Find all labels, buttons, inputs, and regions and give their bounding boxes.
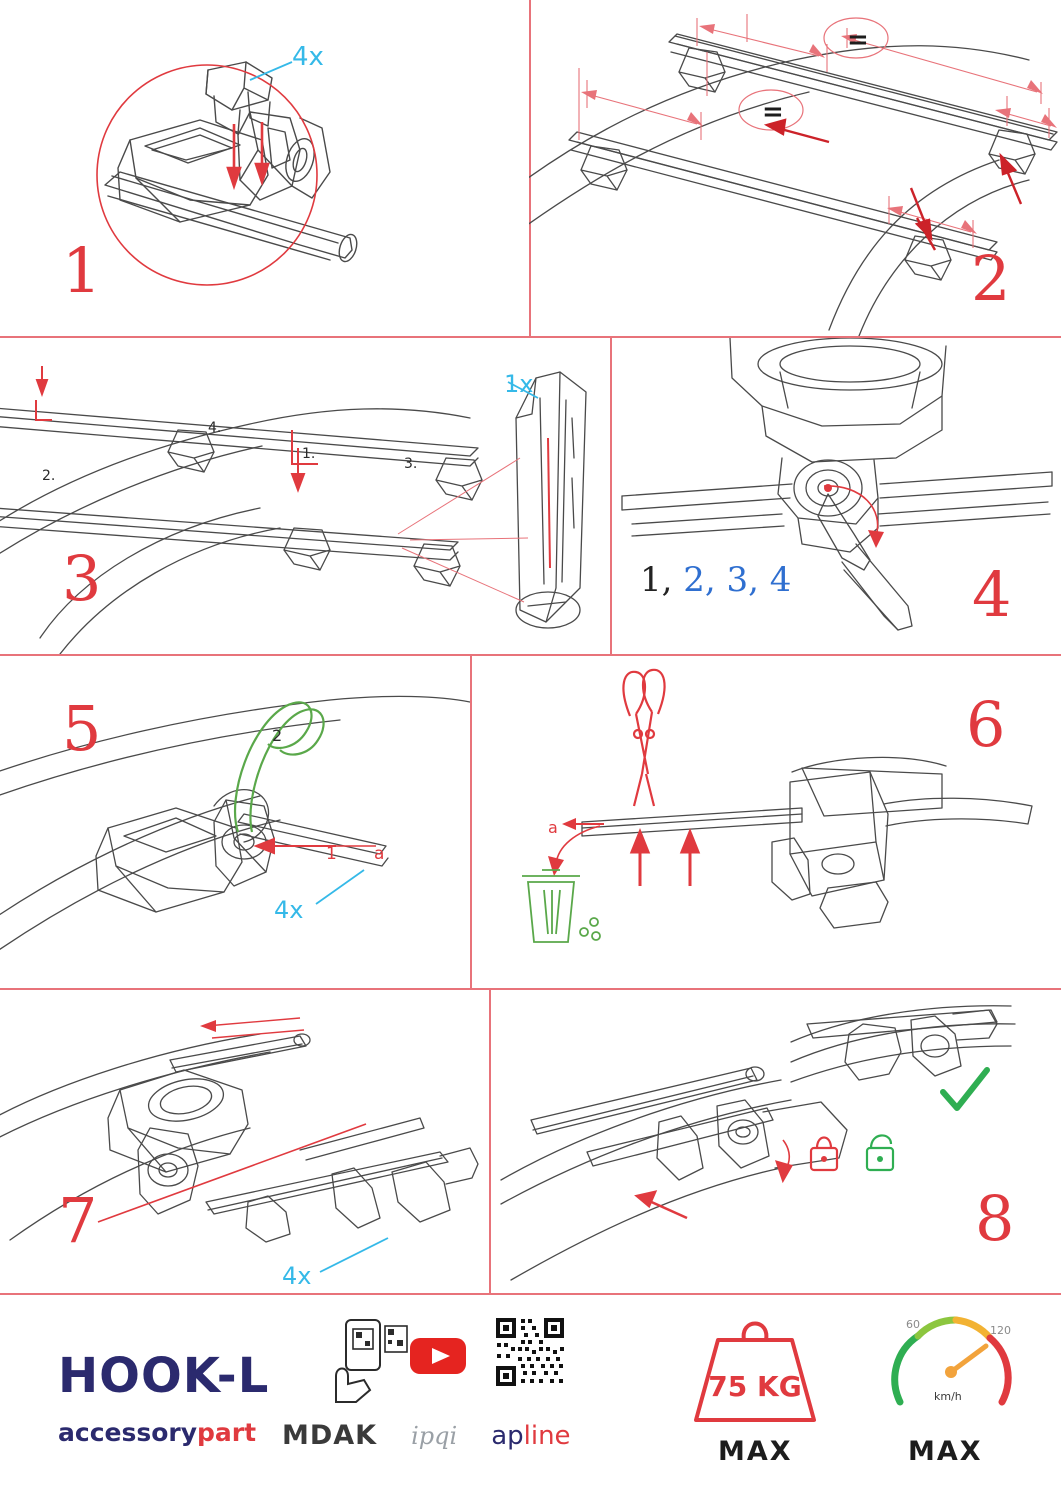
svg-text:=: = [847,25,869,55]
step-3-label-1: 1. [302,446,316,462]
step-4-panel [612,338,1061,654]
step-6-number: 6 [966,688,1007,761]
brand-prefix: accessory [58,1418,198,1447]
step-3-label-2: 2. [42,468,56,484]
product-name: HOOK-L [58,1348,270,1404]
step-5-number: 5 [62,692,103,765]
speed-unit: km/h [934,1390,962,1403]
step-1-qty-label: 4x [292,42,324,72]
step-5-qty-label: 4x [274,896,304,924]
step-8-number: 8 [975,1182,1016,1255]
step-5-label-a: a [374,844,385,864]
step-1-panel [0,0,529,336]
step-4-number: 4 [972,558,1013,631]
seq-3: 3, [726,560,759,600]
seq-1: 1, [640,560,673,600]
apline-logo: apline [491,1420,571,1451]
step-6-panel [472,656,1061,988]
brand-suffix: part [197,1418,257,1447]
step-6-label-a: a [548,818,558,837]
step-3-number: 3 [62,542,103,615]
youtube-icon[interactable] [408,1334,468,1378]
speedometer-icon [886,1306,1016,1430]
qr-scan-hand-icon[interactable] [322,1318,412,1404]
brand-name [58,1418,256,1447]
weight-icon [680,1312,830,1428]
step-3-label-4: 4. [208,420,222,436]
weight-max-label: MAX [718,1436,793,1467]
partner-logos [282,1420,571,1451]
mdak-logo: MDAK [282,1420,378,1451]
step-1-number: 1 [62,234,103,307]
step-3-qty-label: 1x [504,370,534,398]
seq-4: 4 [769,560,792,600]
step-7-panel [0,990,489,1293]
step-3-label-3: 3. [404,456,418,472]
step-5-panel [0,656,470,988]
divider-4 [0,1293,1061,1295]
qr-code-icon[interactable] [494,1316,566,1388]
seq-2: 2, [683,560,716,600]
step-8-panel [491,990,1061,1293]
speed-tick-60: 60 [906,1318,920,1331]
weight-value: 75 KG [708,1370,802,1403]
svg-text:=: = [762,97,784,127]
step-2-number: 2 [971,242,1012,315]
step-2-panel [529,0,1061,336]
step-3-panel [0,338,610,654]
step-7-qty-label: 4x [282,1262,312,1290]
step-5-label-1: 1 [326,844,337,864]
speed-max-label: MAX [908,1436,983,1467]
step-4-sequence [640,560,791,600]
step-5-label-2: 2 [272,726,283,745]
ipqi-logo: ipqi [411,1421,458,1450]
product-title [58,1348,269,1404]
speed-tick-120: 120 [990,1324,1011,1337]
brand-lockup [58,1418,256,1447]
step-7-number: 7 [58,1184,99,1257]
